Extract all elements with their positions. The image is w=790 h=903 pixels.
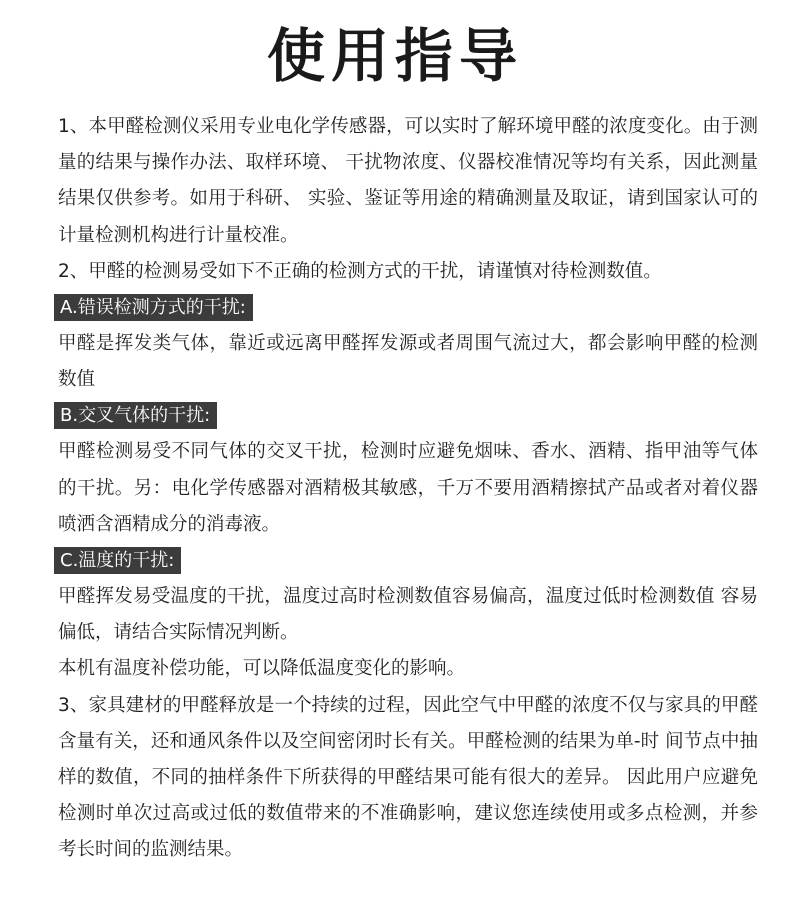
instructions-body bbox=[58, 109, 758, 869]
paragraph-temperature-compensation: 本机有温度补偿功能，可以降低温度变化的影响。 bbox=[58, 658, 466, 680]
paragraph-temperature: 甲醛挥发易受温度的干扰，温度过高时检测数值容易偏高，温度过低时检测数值 容易偏低，请结合实际情况判断。 bbox=[58, 586, 758, 644]
heading-temperature: C.温度的干扰: bbox=[54, 547, 181, 574]
heading-b-wrap bbox=[58, 398, 758, 434]
paragraph-continuous-release: 3、家具建材的甲醛释放是一个持续的过程，因此空气中甲醛的浓度不仅与家具的甲醛含量有关，还和通风条件以及空间密闭时长有关。甲醛检测的结果为单-时 间节点中抽样的数值，不同的抽样条件下所获得的甲醛结果可能有很大的差异。 因此用户应避免检测时单次过高或过低的数值带来的不准确影响，建议您连续使用或多点检测，并参考长时间的监测结果。 bbox=[58, 694, 758, 861]
heading-wrong-method: A.错误检测方式的干扰: bbox=[54, 294, 253, 321]
page-title: 使用指导 bbox=[266, 22, 523, 90]
paragraph-cross-gas: 甲醛检测易受不同气体的交叉干扰，检测时应避免烟味、香水、酒精、指甲油等气体的干扰。另：电化学传感器对酒精极其敏感，千万不要用酒精擦拭产品或者对着仪器喷洒含酒精成分的消毒液。 bbox=[58, 441, 758, 535]
paragraph-interference-intro: 2、甲醛的检测易受如下不正确的检测方式的干扰，请谨慎对待检测数值。 bbox=[58, 260, 662, 282]
heading-cross-gas: B.交叉气体的干扰: bbox=[54, 402, 217, 429]
heading-c-wrap bbox=[58, 543, 758, 579]
paragraph-measurement-principle: 1、本甲醛检测仪采用专业电化学传感器，可以实时了解环境甲醛的浓度变化。由于测量的结果与操作办法、取样环境、 干扰物浓度、仪器校准情况等均有关系，因此测量结果仅供参考。如用于科研、 实验、鉴证等用途的精确测量及取证，请到国家认可的计量检测机构进行计量校准。 bbox=[58, 116, 758, 246]
paragraph-wrong-method: 甲醛是挥发类气体，靠近或远离甲醛挥发源或者周围气流过大，都会影响甲醛的检测数值 bbox=[58, 333, 758, 391]
heading-a-wrap bbox=[58, 290, 758, 326]
